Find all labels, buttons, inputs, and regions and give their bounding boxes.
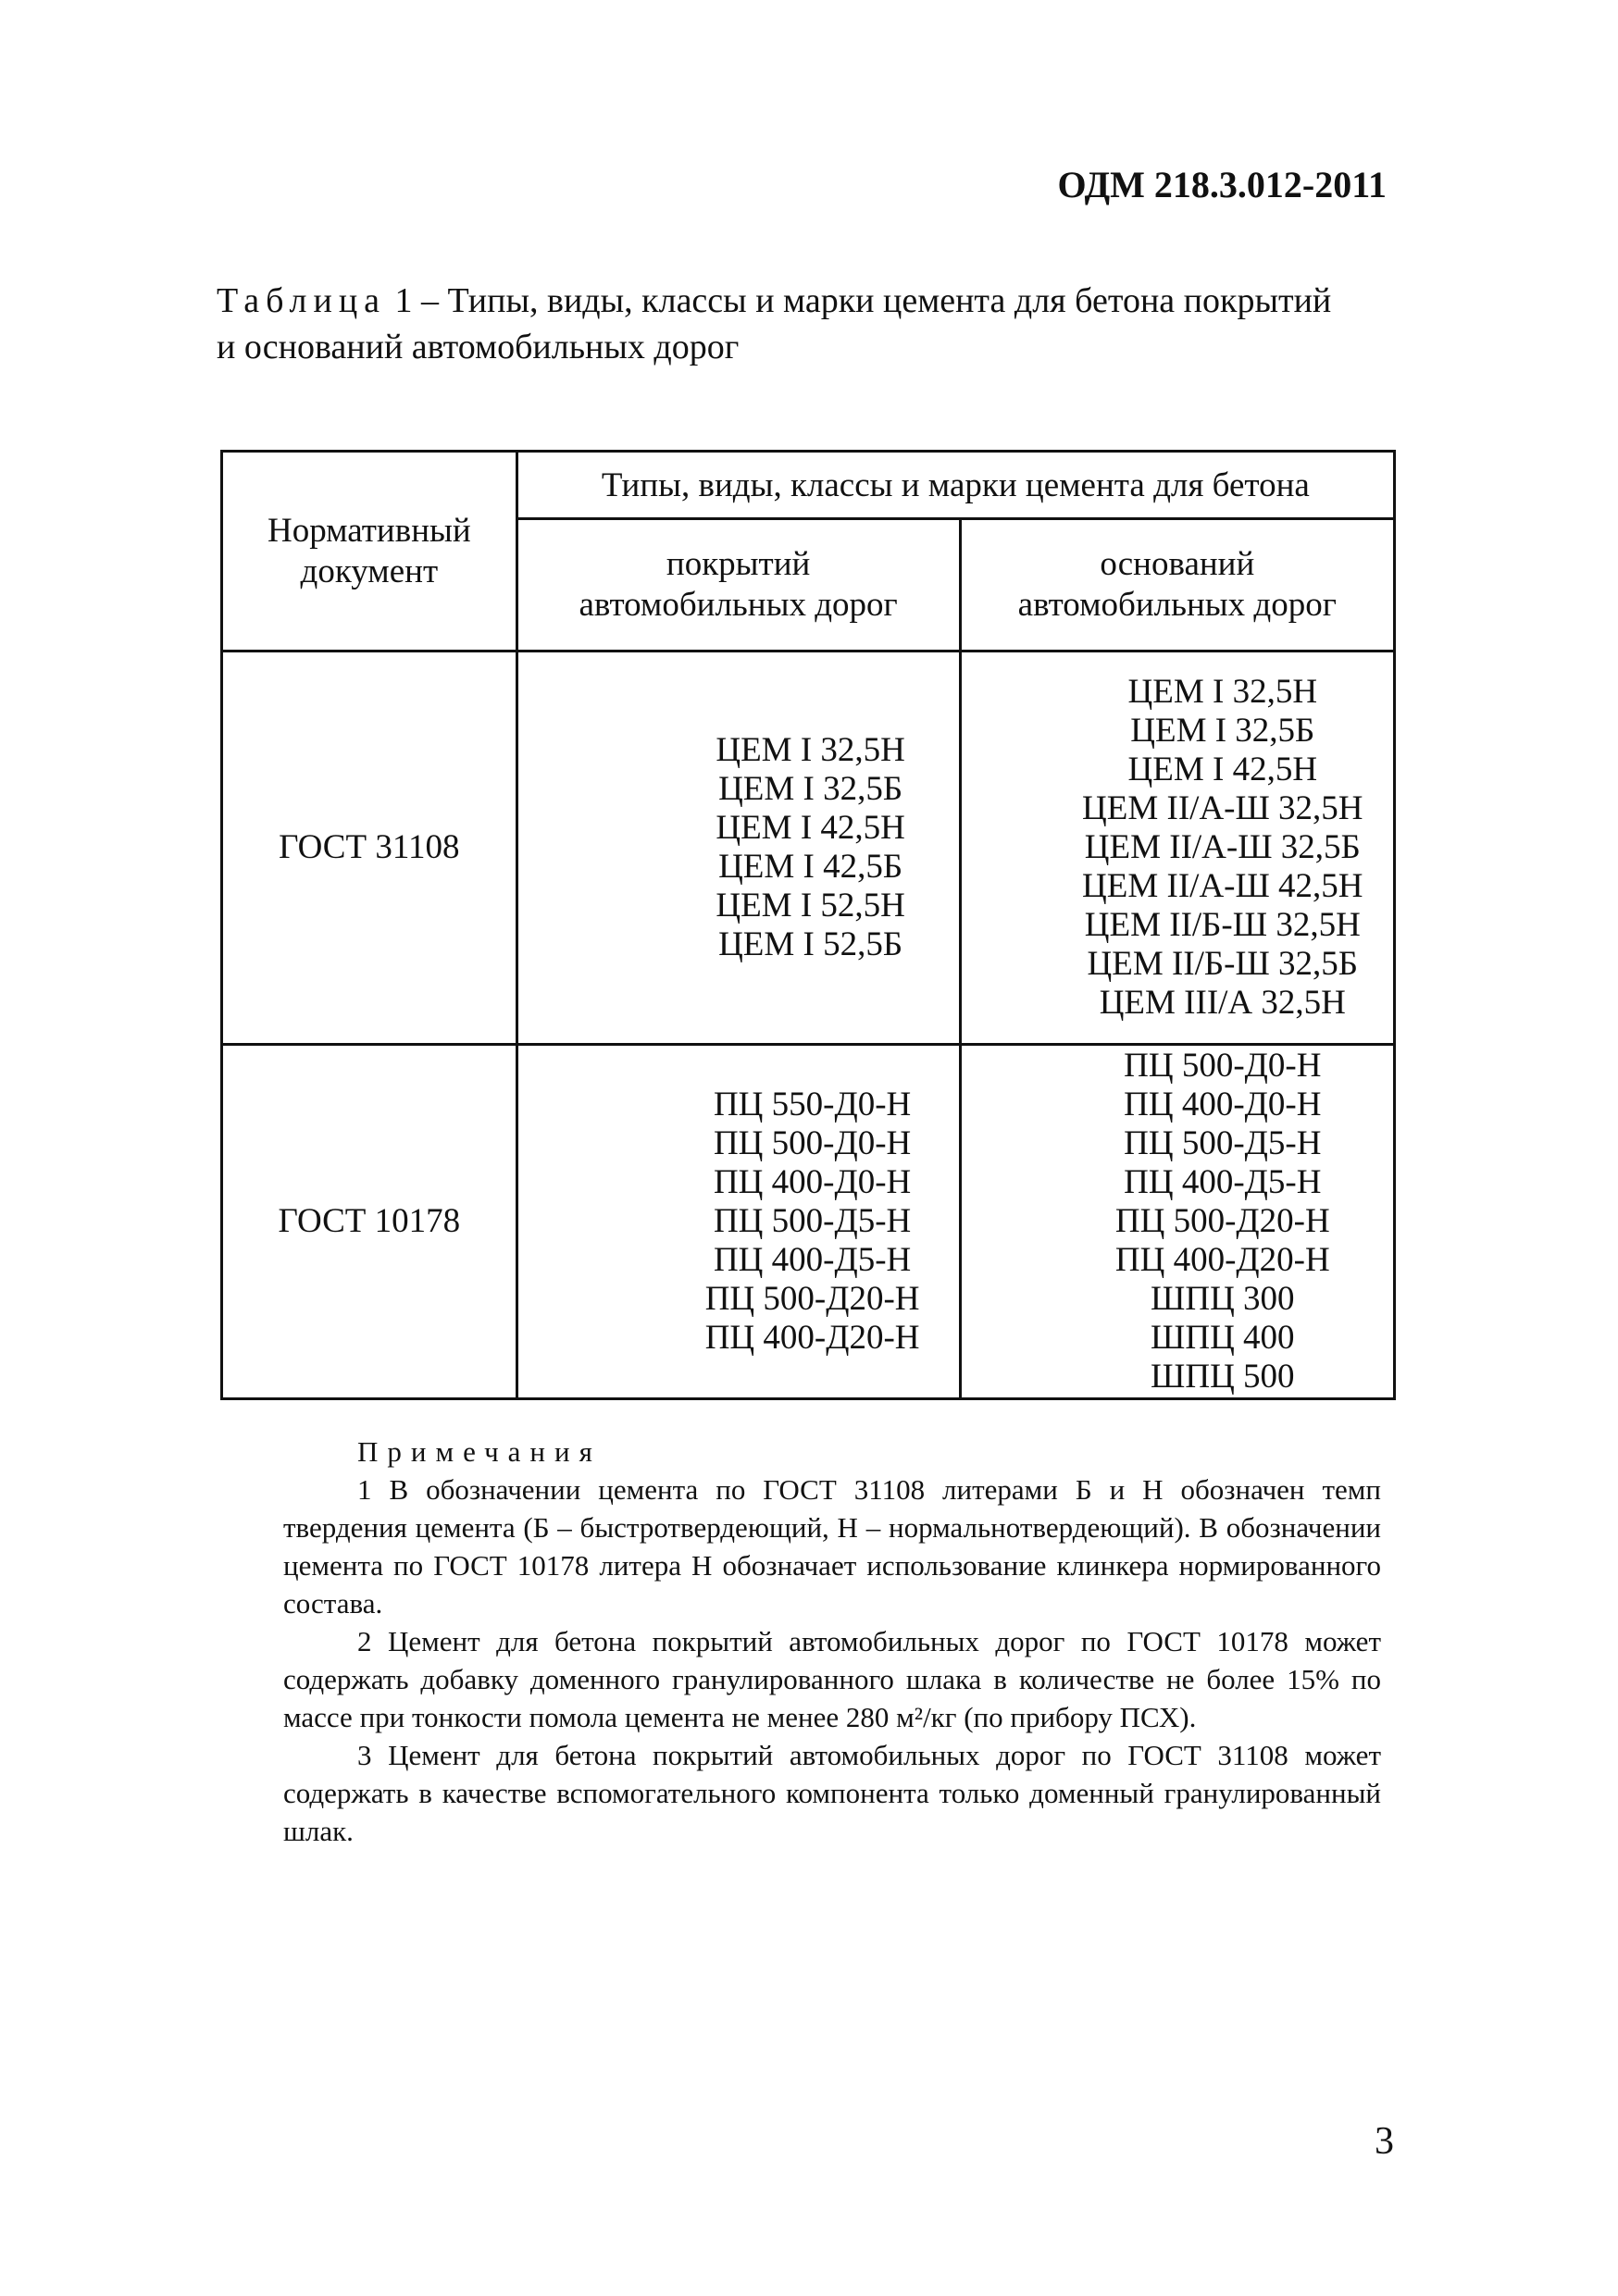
list-item: ПЦ 500-Д0-Н bbox=[713, 1124, 912, 1162]
table-title-label: Таблица bbox=[217, 281, 387, 320]
note-item: 3 Цемент для бетона покрытий автомобильных дорог по ГОСТ 31108 может содержать в качестве вспомогательного компонента только доменный гранулированный шлак. bbox=[283, 1739, 1381, 1847]
table-title-line2: и оснований автомобильных дорог bbox=[217, 328, 740, 366]
notes-section bbox=[283, 1433, 1381, 1850]
col-header-coatings-line1: покрытий bbox=[666, 545, 811, 583]
list-item: ПЦ 500-Д20-Н bbox=[1114, 1202, 1330, 1240]
col-header-document-line2: документ bbox=[300, 552, 439, 590]
list-item: ПЦ 500-Д5-Н bbox=[713, 1202, 912, 1240]
list-item: ПЦ 400-Д0-Н bbox=[1124, 1086, 1322, 1123]
list-item: ПЦ 400-Д20-Н bbox=[1114, 1241, 1330, 1279]
cement-table bbox=[220, 450, 1396, 1400]
row-document: ГОСТ 31108 bbox=[222, 652, 517, 1045]
table-title bbox=[217, 278, 1411, 370]
col-header-bases-line1: оснований bbox=[1100, 545, 1255, 583]
page-number: 3 bbox=[1375, 2120, 1394, 2163]
list-item: ПЦ 500-Д0-Н bbox=[1124, 1047, 1322, 1085]
row-bases-list bbox=[960, 1045, 1394, 1399]
list-item: ЦЕМ II/А-Ш 32,5Н bbox=[1082, 789, 1363, 827]
row-coatings-list bbox=[517, 652, 960, 1045]
col-header-bases-line2: автомобильных дорог bbox=[1017, 586, 1337, 624]
col-header-bases bbox=[960, 519, 1394, 652]
table-row bbox=[222, 1045, 1395, 1399]
list-item: ЦЕМ I 32,5Б bbox=[1130, 712, 1315, 750]
list-item: ПЦ 400-Д5-Н bbox=[1124, 1163, 1322, 1201]
col-header-document bbox=[222, 452, 517, 652]
list-item: ЦЕМ I 32,5Б bbox=[718, 770, 903, 808]
group-header: Типы, виды, классы и марки цемента для бетона bbox=[517, 452, 1394, 519]
document-code: ОДМ 218.3.012-2011 bbox=[1057, 164, 1387, 205]
list-item: ШПЦ 300 bbox=[1151, 1280, 1295, 1318]
list-item: ШПЦ 500 bbox=[1151, 1358, 1295, 1396]
list-item: ПЦ 550-Д0-Н bbox=[713, 1086, 912, 1123]
col-header-coatings-line2: автомобильных дорог bbox=[579, 586, 898, 624]
row-document: ГОСТ 10178 bbox=[222, 1045, 517, 1399]
list-item: ЦЕМ II/А-Ш 32,5Б bbox=[1084, 828, 1361, 866]
table-row bbox=[222, 652, 1395, 1045]
table-title-text: 1 – Типы, виды, классы и марки цемента для бетона покрытий bbox=[386, 281, 1332, 320]
list-item: ЦЕМ III/А 32,5Н bbox=[1099, 984, 1346, 1022]
list-item: ЦЕМ II/А-Ш 42,5Н bbox=[1082, 867, 1363, 905]
list-item: ПЦ 500-Д20-Н bbox=[704, 1280, 920, 1318]
list-item: ПЦ 400-Д20-Н bbox=[704, 1319, 920, 1357]
note-item: 2 Цемент для бетона покрытий автомобильных дорог по ГОСТ 10178 может содержать добавку доменного гранулированного шлака в количестве не более 15% по массе при тонкости помола цемента не менее 280 м²/кг (по прибору ПСХ). bbox=[283, 1625, 1381, 1733]
notes-title: Примечания bbox=[357, 1435, 602, 1468]
list-item: ЦЕМ I 42,5Б bbox=[718, 848, 903, 886]
list-item: ПЦ 500-Д5-Н bbox=[1124, 1124, 1322, 1162]
col-header-document-line1: Нормативный bbox=[267, 511, 471, 550]
list-item: ЦЕМ II/Б-Ш 32,5Б bbox=[1087, 945, 1359, 983]
note-item: 1 В обозначении цемента по ГОСТ 31108 литерами Б и Н обозначен темп твердения цемента (Б – быстротвердеющий, Н – нормальнотвердеющий). В обозначении цемента по ГОСТ 10178 литера Н обозначает использование клинкера нормированного состава. bbox=[283, 1473, 1381, 1620]
list-item: ЦЕМ I 52,5Б bbox=[718, 925, 903, 963]
list-item: ШПЦ 400 bbox=[1151, 1319, 1295, 1357]
row-coatings-list bbox=[517, 1045, 960, 1399]
list-item: ЦЕМ I 52,5Н bbox=[716, 887, 905, 925]
table-title-line1 bbox=[217, 278, 1411, 324]
list-item: ЦЕМ II/Б-Ш 32,5Н bbox=[1084, 906, 1361, 944]
list-item: ЦЕМ I 32,5Н bbox=[716, 731, 905, 769]
list-item: ЦЕМ I 32,5Н bbox=[1127, 673, 1318, 711]
list-item: ПЦ 400-Д5-Н bbox=[713, 1241, 912, 1279]
list-item: ЦЕМ I 42,5Н bbox=[716, 809, 905, 847]
row-bases-list bbox=[960, 652, 1394, 1045]
col-header-coatings bbox=[517, 519, 960, 652]
list-item: ЦЕМ I 42,5Н bbox=[1127, 751, 1318, 788]
list-item: ПЦ 400-Д0-Н bbox=[713, 1163, 912, 1201]
